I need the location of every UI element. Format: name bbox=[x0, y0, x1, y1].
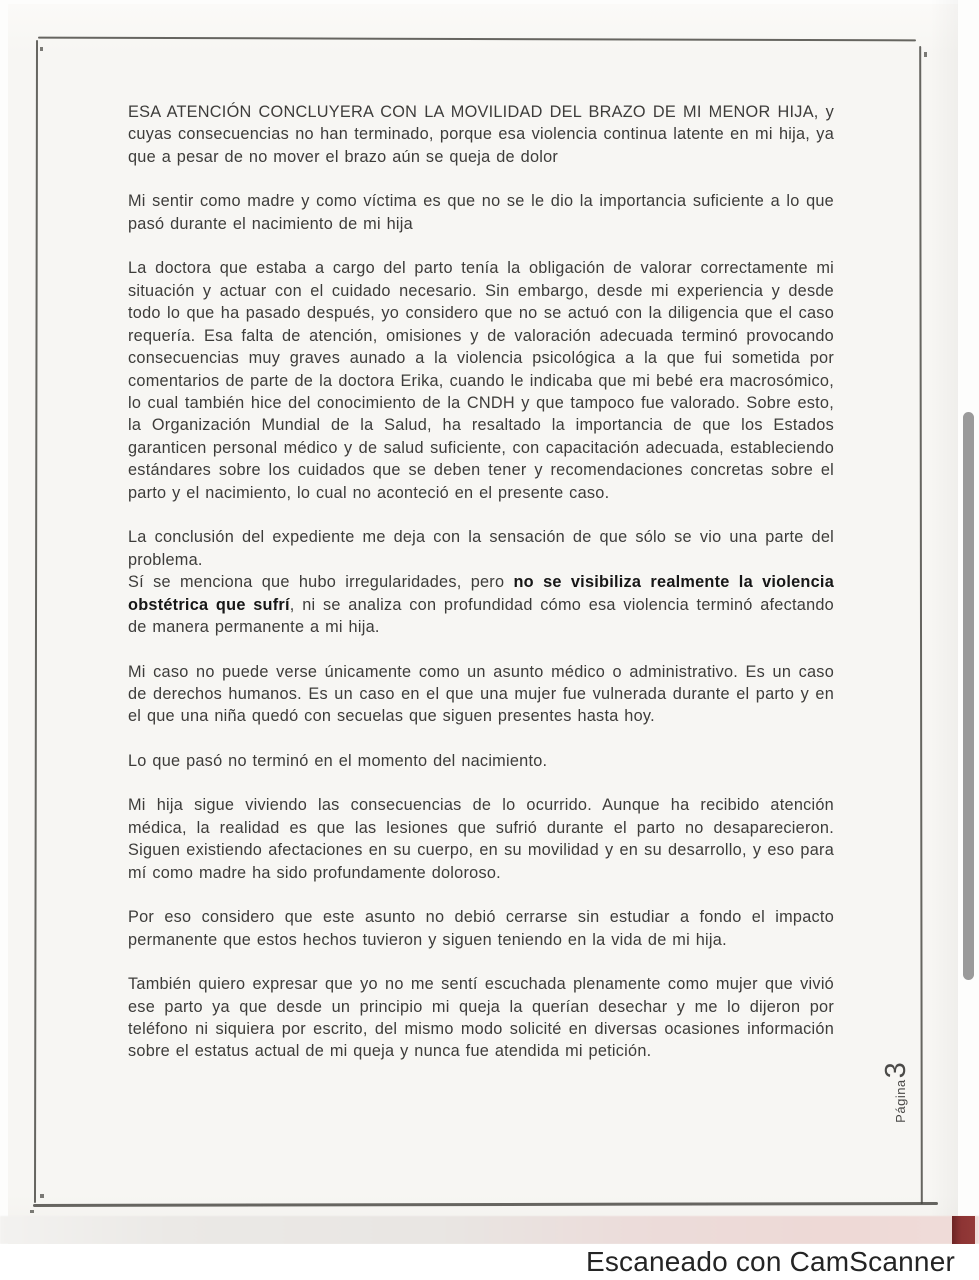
page-number-label bbox=[846, 1042, 946, 1142]
frame-corner-mark bbox=[40, 1194, 44, 1198]
frame-corner-mark bbox=[30, 1210, 34, 1213]
paragraph bbox=[128, 750, 834, 772]
paragraph bbox=[128, 973, 834, 1063]
text-run: , ni se analiza con profundidad cómo esa violencia terminó afectando de manera permanente a mi hija. bbox=[128, 595, 834, 637]
text-run: Por eso considero que este asunto no debió cerrarse sin estudiar a fondo el impacto permanente que estos hechos tuvieron y siguen teniendo en la vida de mi hija. bbox=[128, 908, 834, 949]
paragraph bbox=[128, 526, 834, 571]
paragraph bbox=[128, 794, 834, 884]
text-run: Mi caso no puede verse únicamente como un asunto médico o administrativo. Es un caso de derechos humanos. Es un caso en el que una mujer fue vulnerada durante el parto y en el que una niña quedó con secuelas que siguen presentes hasta hoy. bbox=[128, 662, 834, 726]
text-run: Mi sentir como madre y como víctima es que no se le dio la importancia suficiente a lo que pasó durante el nacimiento de mi hija bbox=[128, 192, 834, 233]
text-run: También quiero expresar que yo no me sentí escuchada plenamente como mujer que vivió ese parto ya que desde un principio mi queja la querían desechar y me lo dijeron por teléfono ni siquiera por escrito, del mismo modo solicité en diversas ocasiones información sobre el estatus actual de mi queja y nunca fue atendida mi petición. bbox=[128, 975, 834, 1061]
scan-shadow-strip bbox=[0, 1216, 979, 1244]
page-word: Página bbox=[892, 1078, 908, 1123]
scanner-credit-text: Escaneado con CamScanner bbox=[585, 1246, 955, 1277]
text-run: ESA ATENCIÓN CONCLUYERA CON LA MOVILIDAD DEL BRAZO DE MI MENOR HIJA, y cuyas consecuencias no han terminado, porque esa violencia continua latente en mi hija, ya que a pesar de no mover el brazo aún se queja de dolor bbox=[128, 103, 834, 166]
frame-corner-mark bbox=[924, 52, 927, 57]
text-run: La conclusión del expediente me deja con la sensación de que sólo se vio una parte del problema. bbox=[128, 528, 834, 569]
page-edge-red-mark bbox=[952, 1216, 975, 1244]
text-run: Mi hija sigue viviendo las consecuencias de lo ocurrido. Aunque ha recibido atención médica, la realidad es que las lesiones que sufrió durante el parto no desaparecieron. Siguen existiendo afectaciones en su cuerpo, en su movilidad y en su desarrollo, y eso para mí como madre ha sido profundamente doloroso. bbox=[128, 796, 834, 882]
frame-corner-mark bbox=[40, 47, 43, 51]
paragraph bbox=[128, 101, 834, 168]
paragraph bbox=[128, 661, 834, 728]
paragraph bbox=[128, 571, 834, 638]
camscanner-footer bbox=[0, 1244, 979, 1280]
text-run: La doctora que estaba a cargo del parto tenía la obligación de valorar correctamente mi situación y actuar con el cuidado necesario. Sin embargo, desde mi experiencia y desde todo lo que ha pasado después, yo considero que no se actuó con la diligencia que el caso requería. Esa falta de atención, omisiones y de valoración adecuada terminó provocando consecuencias muy graves aunado a la violencia psicológica a la que fui sometida por comentarios de parte de la doctora Erika, cuando le indicaba que mi bebé era macrosómico, lo cual también hice del conocimiento de la CNDH y que tampoco fue valorado. Sobre esto, la Organización Mundial de la Salud, ha resaltado la importancia de que los Estados garanticen personal médico y de salud suficiente, con capacitación adecuada, estableciendo estándares sobre los cuidados que se deben tener y recomendaciones concretas sobre el parto y el nacimiento, lo cual no aconteció en el presente caso. bbox=[128, 259, 834, 502]
paragraph bbox=[128, 257, 834, 504]
document-text bbox=[128, 101, 834, 1063]
text-run: Lo que pasó no terminó en el momento del nacimiento. bbox=[128, 751, 548, 770]
bold-text-run: no se visibiliza realmente la violencia obstétrica que sufrí bbox=[128, 573, 835, 614]
paragraph bbox=[128, 906, 834, 951]
text-run: Sí se menciona que hubo irregularidades, pero bbox=[128, 573, 514, 592]
vertical-scrollbar[interactable] bbox=[963, 412, 974, 980]
paragraph bbox=[128, 190, 834, 235]
page-number: 3 bbox=[879, 1061, 912, 1078]
